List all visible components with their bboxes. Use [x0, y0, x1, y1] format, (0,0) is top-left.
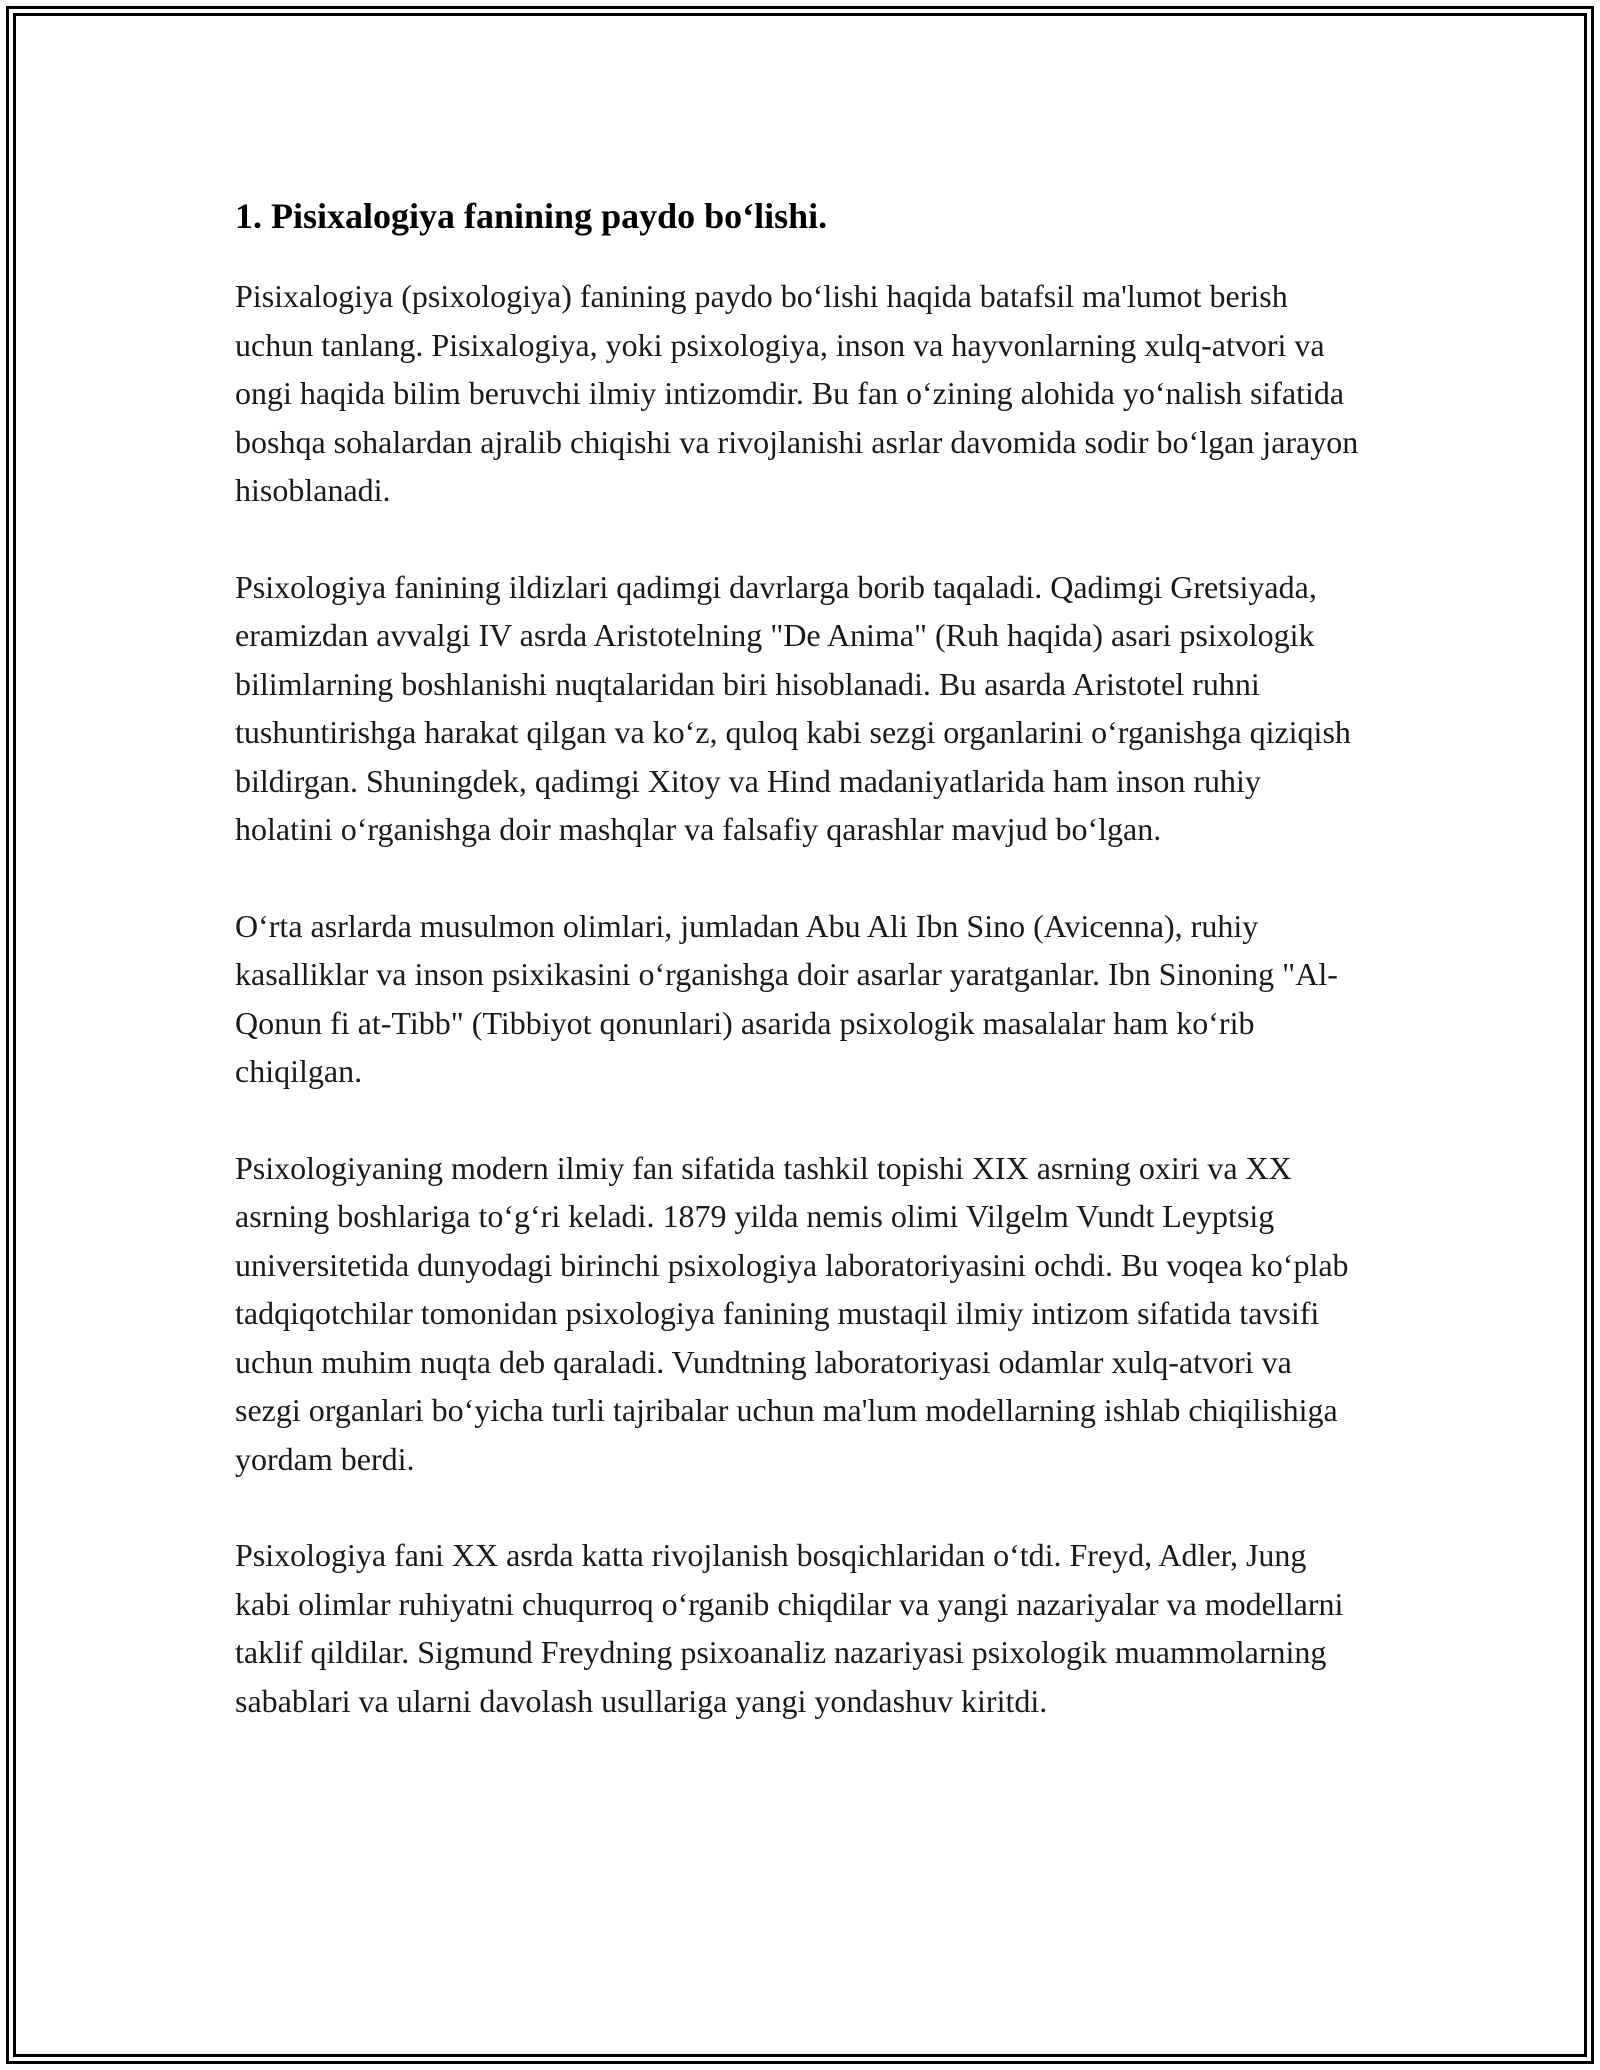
paragraph-1: Pisixalogiya (psixologiya) fanining paydo bo‘lishi haqida batafsil ma'lumot berish uchun tanlang. Pisixalogiya, yoki psixologiya, inson va hayvonlarning xulq-atvori va ongi haqida bilim beruvchi ilmiy intizomdir. Bu fan o‘zining alohida yo‘nalish sifatida boshqa sohalardan ajralib chiqishi va rivojlanishi asrlar davomida sodir bo‘lgan jarayon hisoblanadi.: [235, 278, 1359, 508]
page-title: 1. Pisixalogiya fanining paydo bo‘lishi.: [235, 196, 828, 236]
document-body: [235, 188, 1365, 1773]
paragraph-4: Psixologiyaning modern ilmiy fan sifatida tashkil topishi XIX asrning oxiri va XX asrning boshlariga to‘g‘ri keladi. 1879 yilda nemis olimi Vilgelm Vundt Leyptsig universitetida dunyodagi birinchi psixologiya laboratoriyasini ochdi. Bu voqea ko‘plab tadqiqotchilar tomonidan psixologiya fanining mustaqil ilmiy intizom sifatida tavsifi uchun muhim nuqta deb qaraladi. Vundtning laboratoriyasi odamlar xulq-atvori va sezgi organlari bo‘yicha turli tajribalar uchun ma'lum modellarning ishlab chiqilishiga yordam berdi.: [235, 1149, 1349, 1477]
paragraph-3: O‘rta asrlarda musulmon olimlari, jumladan Abu Ali Ibn Sino (Avicenna), ruhiy kasalliklar va inson psixikasini o‘rganishga doir asarlar yaratganlar. Ibn Sinoning "Al-Qonun fi at-Tibb" (Tibbiyot qonunlari) asarida psixologik masalalar ham ko‘rib chiqilgan.: [235, 907, 1338, 1089]
paragraph-2: Psixologiya fanining ildizlari qadimgi davrlarga borib taqaladi. Qadimgi Gretsiyada, eramizdan avvalgi IV asrda Aristotelning "De Anima" (Ruh haqida) asari psixologik bilimlarning boshlanishi nuqtalaridan biri hisoblanadi. Bu asarda Aristotel ruhni tushuntirishga harakat qilgan va ko‘z, quloq kabi sezgi organlarini o‘rganishga qiziqish bildirgan. Shuningdek, qadimgi Xitoy va Hind madaniyatlarida ham inson ruhiy holatini o‘rganishga doir mashqlar va falsafiy qarashlar mavjud bo‘lgan.: [235, 568, 1351, 847]
paragraph-5: Psixologiya fani XX asrda katta rivojlanish bosqichlaridan o‘tdi. Freyd, Adler, Jung kabi olimlar ruhiyatni chuqurroq o‘rganib chiqdilar va yangi nazariyalar va modellarni taklif qildilar. Sigmund Freydning psixoanaliz nazariyasi psixologik muammolarning sabablari va ularni davolash usullariga yangi yondashuv kiritdi.: [235, 1537, 1344, 1719]
